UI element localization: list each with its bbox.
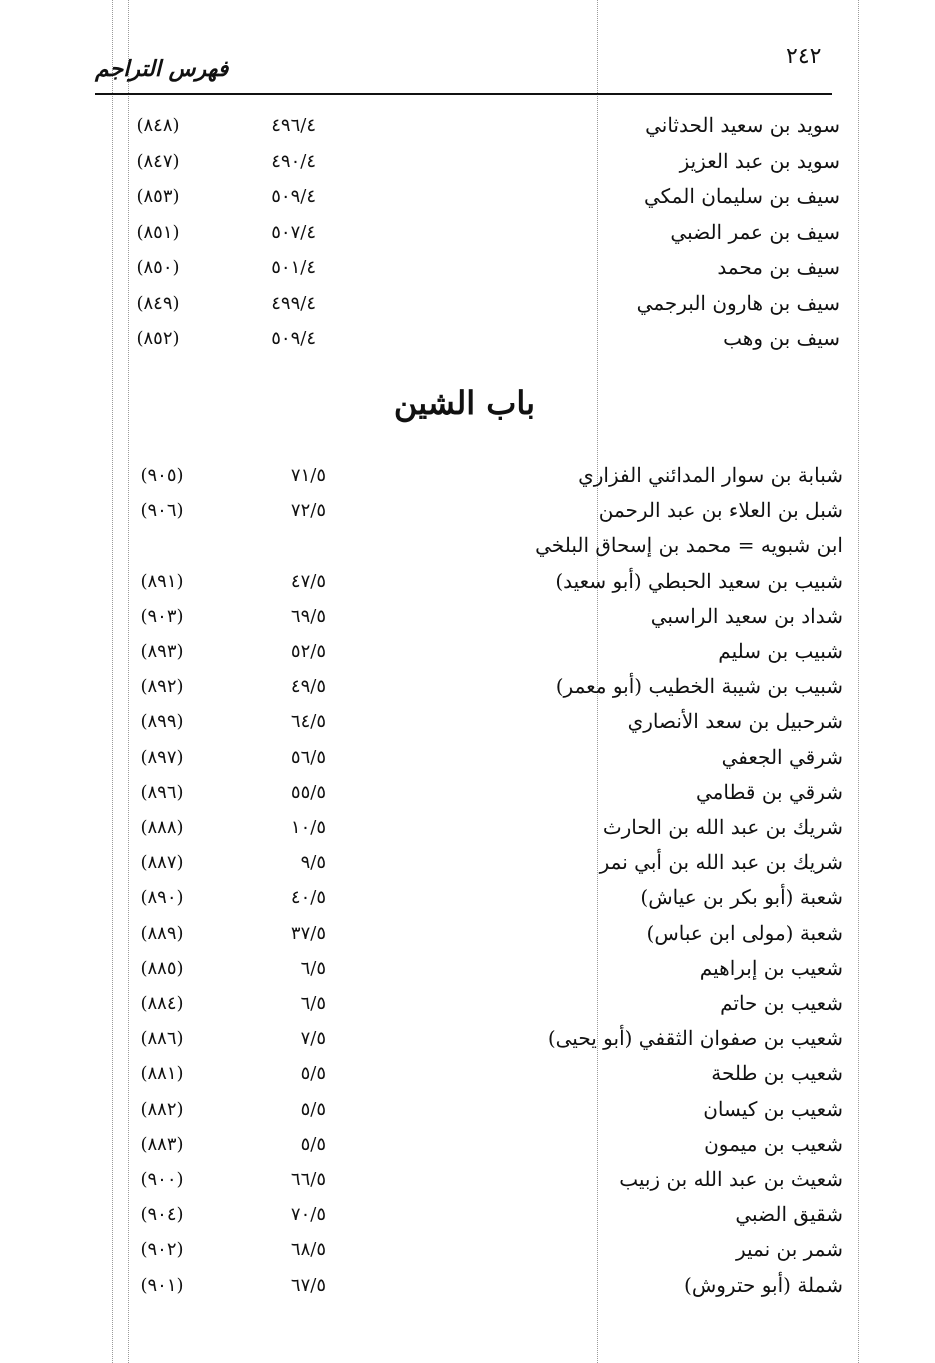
index-entry [0, 1200, 935, 1234]
index-entry [0, 813, 935, 847]
entry-volume-page: ٦٤/٥ [290, 711, 326, 733]
entry-volume-page: ٤٠/٥ [290, 887, 326, 909]
entry-number: (٨٩٣) [140, 641, 184, 662]
entry-number: (٨٨٥) [140, 957, 184, 979]
entry-name: شداد بن سعيد الراسبي [650, 603, 843, 628]
entry-volume-page: ٤٩٠/٤ [271, 150, 316, 172]
entry-number: (٨٨٤) [140, 993, 184, 1014]
index-entry [0, 919, 935, 953]
entry-number: (٩٠٤) [140, 1204, 184, 1226]
index-entry [0, 778, 935, 812]
page-header [0, 0, 935, 100]
entry-name: شريك بن عبد الله بن الحارث [602, 815, 843, 839]
index-entry [0, 1235, 935, 1269]
index-entry [0, 1059, 935, 1093]
entry-volume-page: ٧/٥ [300, 1028, 326, 1050]
entry-volume-page: ٥٦/٥ [290, 746, 326, 768]
running-title: فهرس التراجم [95, 56, 229, 82]
entry-number: (٨٤٩) [136, 292, 180, 314]
entry-number: (٨٥١) [136, 221, 180, 243]
entry-name: سويد بن سعيد الحدثاني [645, 113, 840, 137]
entry-number: (٨٥٣) [136, 186, 180, 207]
entry-number: (٨٨٣) [140, 1133, 184, 1155]
index-entry [0, 496, 935, 530]
entry-name: سيف بن عمر الضبي [670, 219, 840, 244]
entry-volume-page: ٥٠٩/٤ [271, 186, 316, 207]
entry-volume-page: ٦٧/٥ [290, 1274, 326, 1296]
entry-number: (٨٥٢) [136, 328, 180, 349]
entry-name: شعبة (مولى ابن عباس) [646, 920, 843, 945]
entry-volume-page: ٦٨/٥ [290, 1239, 326, 1261]
index-entry [0, 954, 935, 988]
index-entry [0, 848, 935, 882]
index-entry [0, 1024, 935, 1058]
entry-volume-page: ١٠/٥ [290, 817, 326, 838]
section-title: باب الشين [393, 384, 535, 422]
entry-volume-page: ٦/٥ [300, 993, 326, 1014]
index-entry [0, 253, 935, 287]
index-entry [0, 218, 935, 252]
index-entry [0, 531, 935, 565]
index-entry [0, 289, 935, 323]
index-entry [0, 989, 935, 1023]
entry-name: شعيب بن صفوان الثقفي (أبو يحيى) [547, 1026, 843, 1051]
entry-volume-page: ٥٠١/٤ [271, 257, 316, 278]
index-entry [0, 1095, 935, 1129]
entry-name: شبيب بن سليم [718, 639, 843, 663]
entry-volume-page: ٥٢/٥ [290, 641, 326, 662]
entry-name: شريك بن عبد الله بن أبي نمر [599, 850, 843, 875]
entry-volume-page: ٥/٥ [300, 1063, 326, 1085]
entry-volume-page: ٦/٥ [300, 957, 326, 979]
index-entry [0, 743, 935, 777]
entry-name: شعيث بن عبد الله بن زبيب [619, 1167, 843, 1191]
entry-name: شرقي بن قطامي [696, 779, 843, 804]
entry-number: (٩٠٣) [140, 605, 184, 627]
entry-volume-page: ٦٦/٥ [290, 1169, 326, 1190]
index-entry [0, 1165, 935, 1199]
entry-number: (٩٠١) [140, 1274, 184, 1296]
entry-volume-page: ٤٩٦/٤ [271, 115, 316, 136]
entry-name: شبيب بن سعيد الحبطي (أبو سعيد) [555, 568, 843, 593]
entry-number: (٨٨٢) [140, 1098, 184, 1120]
entry-number: (٨٥٠) [136, 257, 180, 278]
entry-name: سيف بن وهب [723, 326, 840, 350]
entry-volume-page: ٧٢/٥ [290, 500, 326, 522]
entry-name: شبيب بن شيبة الخطيب (أبو معمر) [555, 674, 843, 699]
entry-number: (٨٨١) [140, 1063, 184, 1085]
entry-number: (٨٩١) [140, 570, 184, 592]
entry-number: (٨٨٦) [140, 1028, 184, 1050]
page-number: ٢٤٢ [786, 44, 822, 69]
index-entry [0, 324, 935, 358]
entry-name: سيف بن هارون البرجمي [636, 290, 840, 315]
index-entry [0, 182, 935, 216]
index-entry [0, 147, 935, 181]
entry-number: (٩٠٠) [140, 1169, 184, 1190]
entry-name: ابن شبويه = محمد بن إسحاق البلخي [535, 533, 843, 558]
entry-name: شرقي الجعفي [721, 744, 843, 769]
entry-volume-page: ٤٩٩/٤ [271, 292, 316, 314]
entry-name: شبابة بن سوار المدائني الفزاري [578, 463, 843, 487]
entry-number: (٨٩٧) [140, 746, 184, 768]
entry-volume-page: ٧١/٥ [290, 465, 326, 486]
index-entry [0, 602, 935, 636]
entry-volume-page: ٤٩/٥ [290, 676, 326, 698]
entry-name: شعيب بن ميمون [704, 1131, 843, 1156]
entry-name: شعيب بن طلحة [711, 1061, 843, 1086]
entry-name: سيف بن محمد [717, 255, 840, 279]
entry-number: (٩٠٢) [140, 1239, 184, 1261]
entry-volume-page: ٥٠٧/٤ [271, 221, 316, 243]
entry-name: شبل بن العلاء بن عبد الرحمن [598, 498, 843, 523]
entry-volume-page: ٥/٥ [300, 1133, 326, 1155]
entry-name: شقيق الضبي [735, 1202, 843, 1227]
index-entry [0, 883, 935, 917]
entry-name: شعيب بن حاتم [720, 991, 843, 1015]
index-entry [0, 461, 935, 495]
entry-number: (٨٩٢) [140, 676, 184, 698]
entry-volume-page: ٦٩/٥ [290, 605, 326, 627]
index-entry [0, 707, 935, 741]
entry-number: (٨٨٧) [140, 852, 184, 874]
entry-name: شعيب بن إبراهيم [699, 955, 843, 980]
index-entry [0, 1130, 935, 1164]
header-rule [95, 93, 832, 95]
entry-number: (٩٠٦) [140, 500, 184, 522]
entry-name: سيف بن سليمان المكي [643, 184, 840, 208]
index-entry [0, 637, 935, 671]
entry-name: شرحبيل بن سعد الأنصاري [627, 709, 843, 734]
entry-name: سويد بن عبد العزيز [679, 148, 840, 173]
entry-volume-page: ٥٥/٥ [290, 781, 326, 803]
entry-number: (٨٤٨) [136, 115, 180, 136]
entry-number: (٩٠٥) [140, 465, 184, 486]
entry-number: (٨٩٠) [140, 887, 184, 909]
index-entry [0, 672, 935, 706]
entry-number: (٨٨٨) [140, 817, 184, 838]
index-entry [0, 567, 935, 601]
entry-volume-page: ٤٧/٥ [290, 570, 326, 592]
entry-number: (٨٤٧) [136, 150, 180, 172]
entry-number: (٨٩٦) [140, 781, 184, 803]
entry-name: شعبة (أبو بكر بن عياش) [640, 885, 843, 910]
entry-name: شمر بن نمير [735, 1237, 843, 1262]
entry-volume-page: ٧٠/٥ [290, 1204, 326, 1226]
index-entry [0, 111, 935, 145]
entry-name: شعيب بن كيسان [703, 1096, 843, 1121]
entry-name: شملة (أبو حتروش) [684, 1272, 843, 1297]
entry-volume-page: ٩/٥ [300, 852, 326, 874]
entry-volume-page: ٣٧/٥ [290, 922, 326, 944]
entry-volume-page: ٥/٥ [300, 1098, 326, 1120]
entry-volume-page: ٥٠٩/٤ [271, 328, 316, 349]
entry-number: (٨٩٩) [140, 711, 184, 733]
entry-number: (٨٨٩) [140, 922, 184, 944]
index-entry [0, 1271, 935, 1305]
